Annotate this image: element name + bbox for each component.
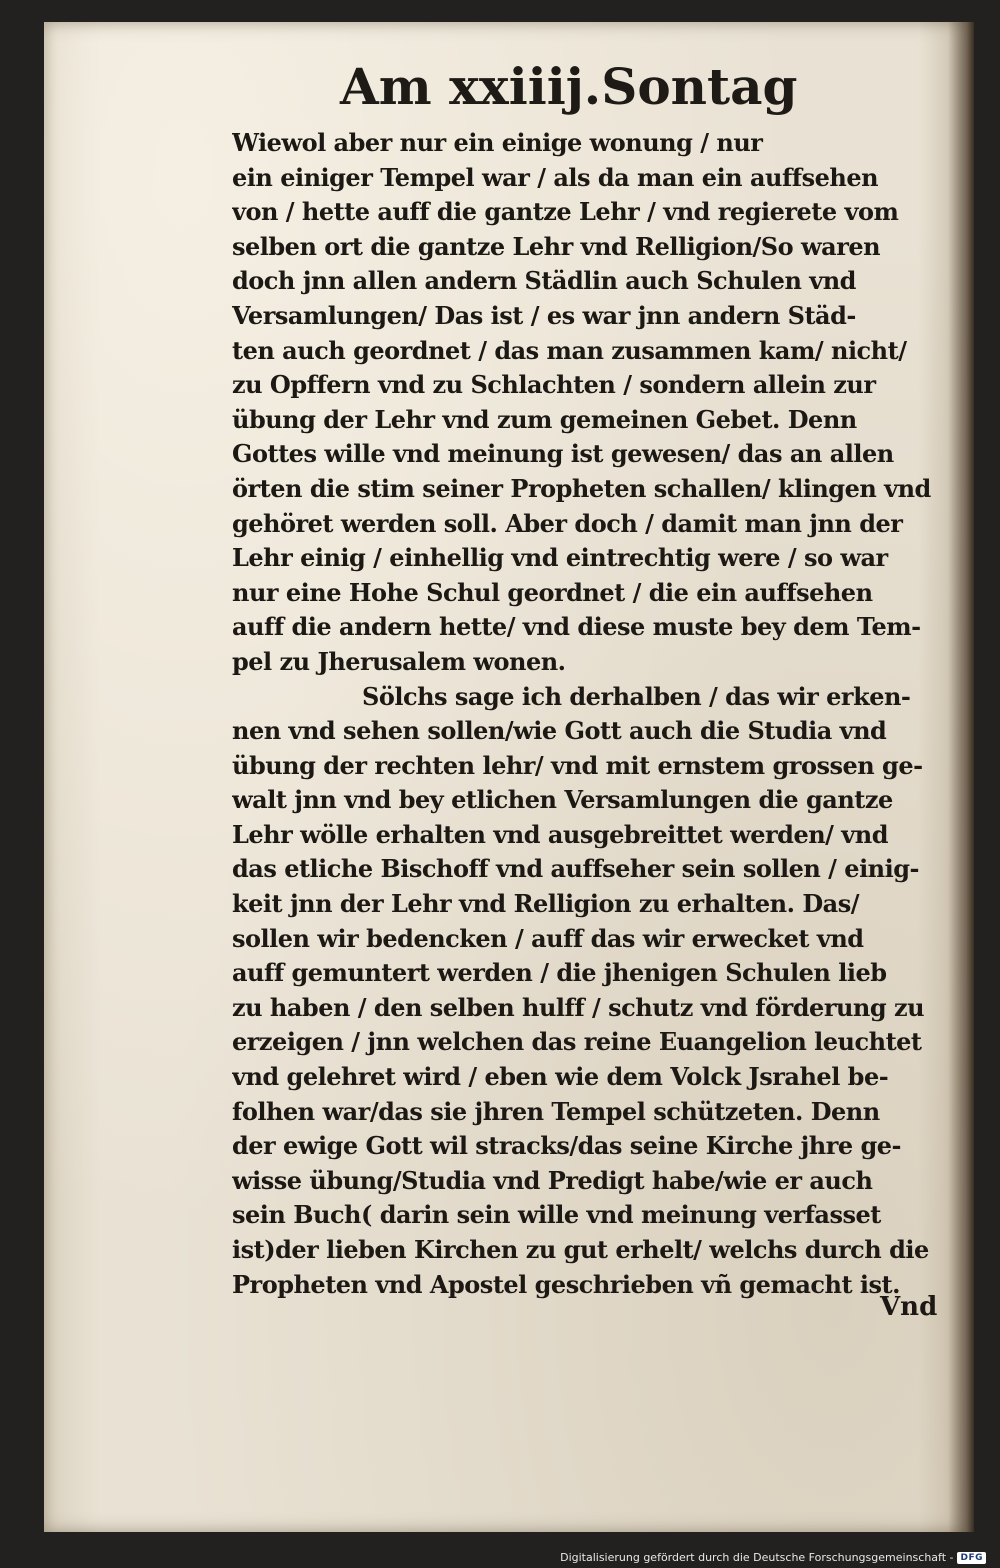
text-line: Propheten vnd Apostel geschrieben vñ gemacht ist. xyxy=(232,1269,900,1299)
text-line: doch jnn allen andern Städlin auch Schulen vnd xyxy=(232,266,856,296)
text-line: selben ort die gantze Lehr vnd Relligion/So waren xyxy=(232,231,881,261)
body-text xyxy=(232,126,948,1302)
text-line: ist)der lieben Kirchen zu gut erhelt/ welchs durch die xyxy=(232,1235,929,1264)
text-line: Lehr einig / einhellig vnd eintrechtig were / so war xyxy=(232,543,888,573)
footer-credit-text: Digitalisierung gefördert durch die Deutsche Forschungsgemeinschaft - xyxy=(560,1551,954,1564)
text-line: örten die stim seiner Propheten schallen/ klingen vnd xyxy=(232,473,931,503)
text-line: ten auch geordnet / das man zusammen kam/ nicht/ xyxy=(232,335,907,365)
page-gutter-shadow xyxy=(948,22,974,1532)
text-line: übung der rechten lehr/ vnd mit ernstem grossen ge- xyxy=(232,750,923,780)
text-line: gehöret werden soll. Aber doch / damit man jnn der xyxy=(232,508,903,538)
text-line: der ewige Gott wil stracks/das seine Kirche jhre ge- xyxy=(232,1131,901,1161)
dfg-logo: DFG xyxy=(957,1552,986,1564)
text-line: erzeigen / jnn welchen das reine Euangelion leuchtet xyxy=(232,1027,922,1057)
text-line: Wiewol aber nur ein einige wonung / nur xyxy=(232,128,763,157)
text-line: ein einiger Tempel war / als da man ein auffsehen xyxy=(232,162,879,192)
text-line: nur eine Hohe Schul geordnet / die ein auffsehen xyxy=(232,577,873,607)
text-line: vnd gelehret wird / eben wie dem Volck Jsrahel be- xyxy=(232,1062,889,1092)
text-line: walt jnn vnd bey etlichen Versamlungen die gantze xyxy=(232,785,893,815)
text-line: sollen wir bedencken / auff das wir erwecket vnd xyxy=(232,923,864,953)
text-line: das etliche Bischoff vnd auffseher sein sollen / einig- xyxy=(232,854,919,884)
text-line: zu Opffern vnd zu Schlachten / sondern allein zur xyxy=(232,370,876,400)
text-line: Lehr wölle erhalten vnd ausgebreittet werden/ vnd xyxy=(232,819,888,849)
text-line: auff die andern hette/ vnd diese muste bey dem Tem- xyxy=(232,612,921,642)
text-line: zu haben / den selben hulff / schutz vnd förderung zu xyxy=(232,992,925,1022)
text-line: pel zu Jherusalem wonen. xyxy=(232,646,566,676)
digitization-footer xyxy=(560,1551,986,1564)
catchword: Vnd xyxy=(880,1292,938,1322)
text-line-paragraph-start: Sölchs sage ich derhalben / das wir erken- xyxy=(362,681,911,711)
text-line: von / hette auff die gantze Lehr / vnd regierete vom xyxy=(232,197,899,227)
text-line: sein Buch( darin sein wille vnd meinung verfasset xyxy=(232,1200,881,1230)
text-line: wisse übung/Studia vnd Predigt habe/wie er auch xyxy=(232,1165,873,1195)
text-line: übung der Lehr vnd zum gemeinen Gebet. Denn xyxy=(232,404,857,434)
running-head: Am xxiiij.Sontag xyxy=(340,57,798,116)
text-line: keit jnn der Lehr vnd Relligion zu erhalten. Das/ xyxy=(232,889,859,919)
text-line: folhen war/das sie jhren Tempel schützeten. Denn xyxy=(232,1096,880,1126)
text-line: Gottes wille vnd meinung ist gewesen/ das an allen xyxy=(232,439,894,469)
text-line: nen vnd sehen sollen/wie Gott auch die Studia vnd xyxy=(232,716,887,746)
text-line: auff gemuntert werden / die jhenigen Schulen lieb xyxy=(232,958,887,988)
text-line: Versamlungen/ Das ist / es war jnn andern Städ- xyxy=(232,300,856,330)
